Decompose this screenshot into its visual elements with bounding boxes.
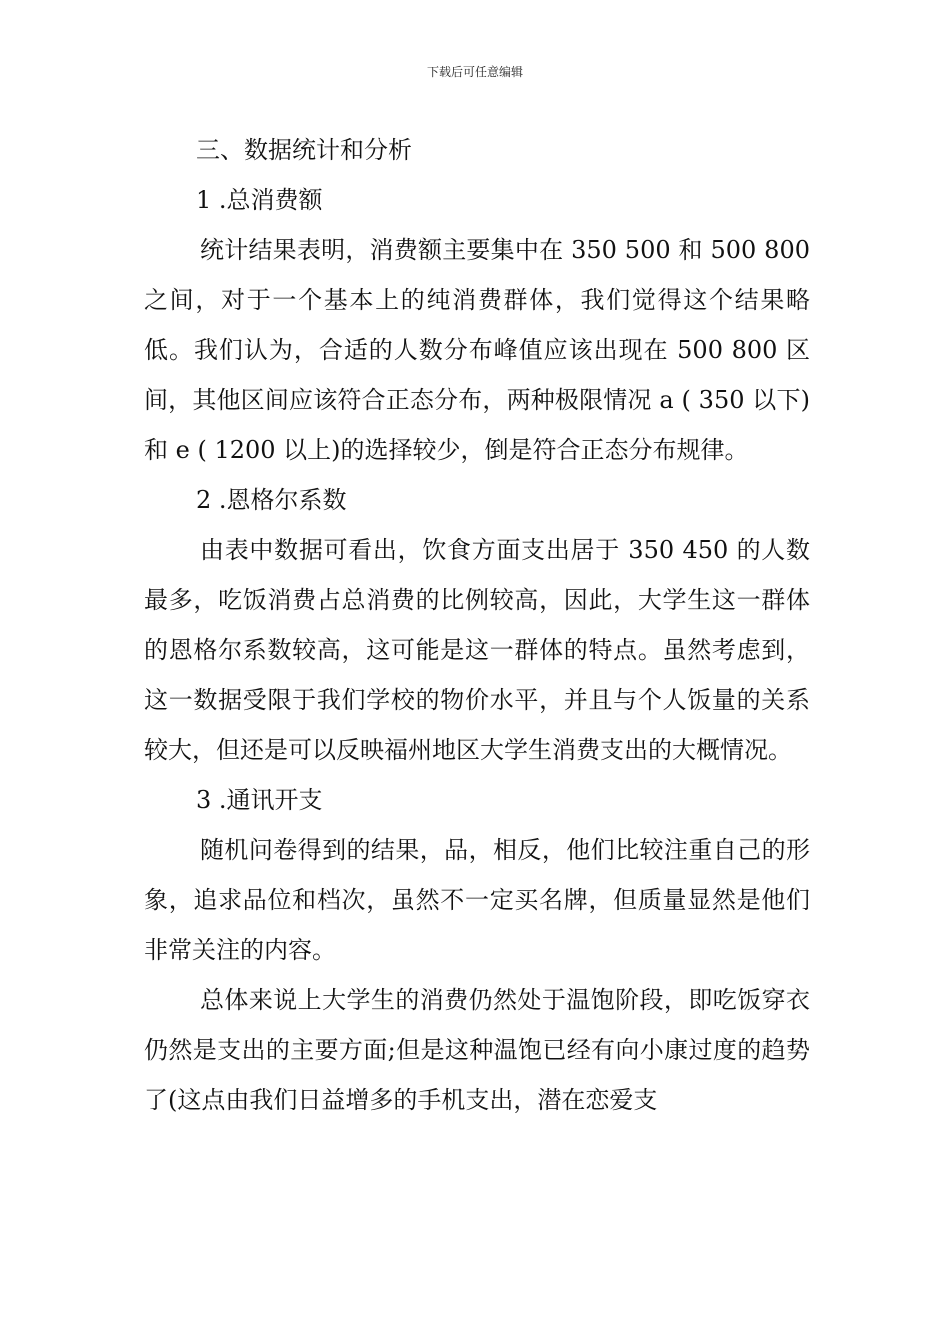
section-heading-total-consumption: 1 .总消费额 <box>196 186 323 214</box>
section-heading-communication-expense: 3 .通讯开支 <box>196 786 323 814</box>
paragraph-total-consumption: 统计结果表明，消费额主要集中在 350 500 和 500 800 之间，对于一个基本上的纯消费群体，我们觉得这个结果略低。我们认为，合适的人数分布峰值应该出现在 500 800 区间，其他区间应该符合正态分布，两种极限情况 a ( 350 以下)和 e ( 1200 以上)的选择较少，倒是符合正态分布规律。 <box>144 236 810 464</box>
paragraph-engel-coefficient: 由表中数据可看出，饮食方面支出居于 350 450 的人数最多，吃饭消费占总消费的比例较高，因此，大学生这一群体的恩格尔系数较高，这可能是这一群体的特点。虽然考虑到，这一数据受限于我们学校的物价水平，并且与个人饭量的关系较大，但还是可以反映福州地区大学生消费支出的大概情况。 <box>144 536 810 764</box>
section-heading-data-analysis: 三、数据统计和分析 <box>196 136 412 164</box>
document-body <box>144 125 810 1125</box>
section-heading-engel-coefficient: 2 .恩格尔系数 <box>196 486 347 514</box>
page-header: 下载后可任意编辑 <box>426 65 523 79</box>
paragraph-overall-summary: 总体来说上大学生的消费仍然处于温饱阶段，即吃饭穿衣仍然是支出的主要方面;但是这种温饱已经有向小康过度的趋势了(这点由我们日益增多的手机支出，潜在恋爱支 <box>144 986 810 1114</box>
paragraph-communication-expense: 随机问卷得到的结果，品，相反，他们比较注重自己的形象，追求品位和档次，虽然不一定买名牌，但质量显然是他们非常关注的内容。 <box>144 836 810 964</box>
